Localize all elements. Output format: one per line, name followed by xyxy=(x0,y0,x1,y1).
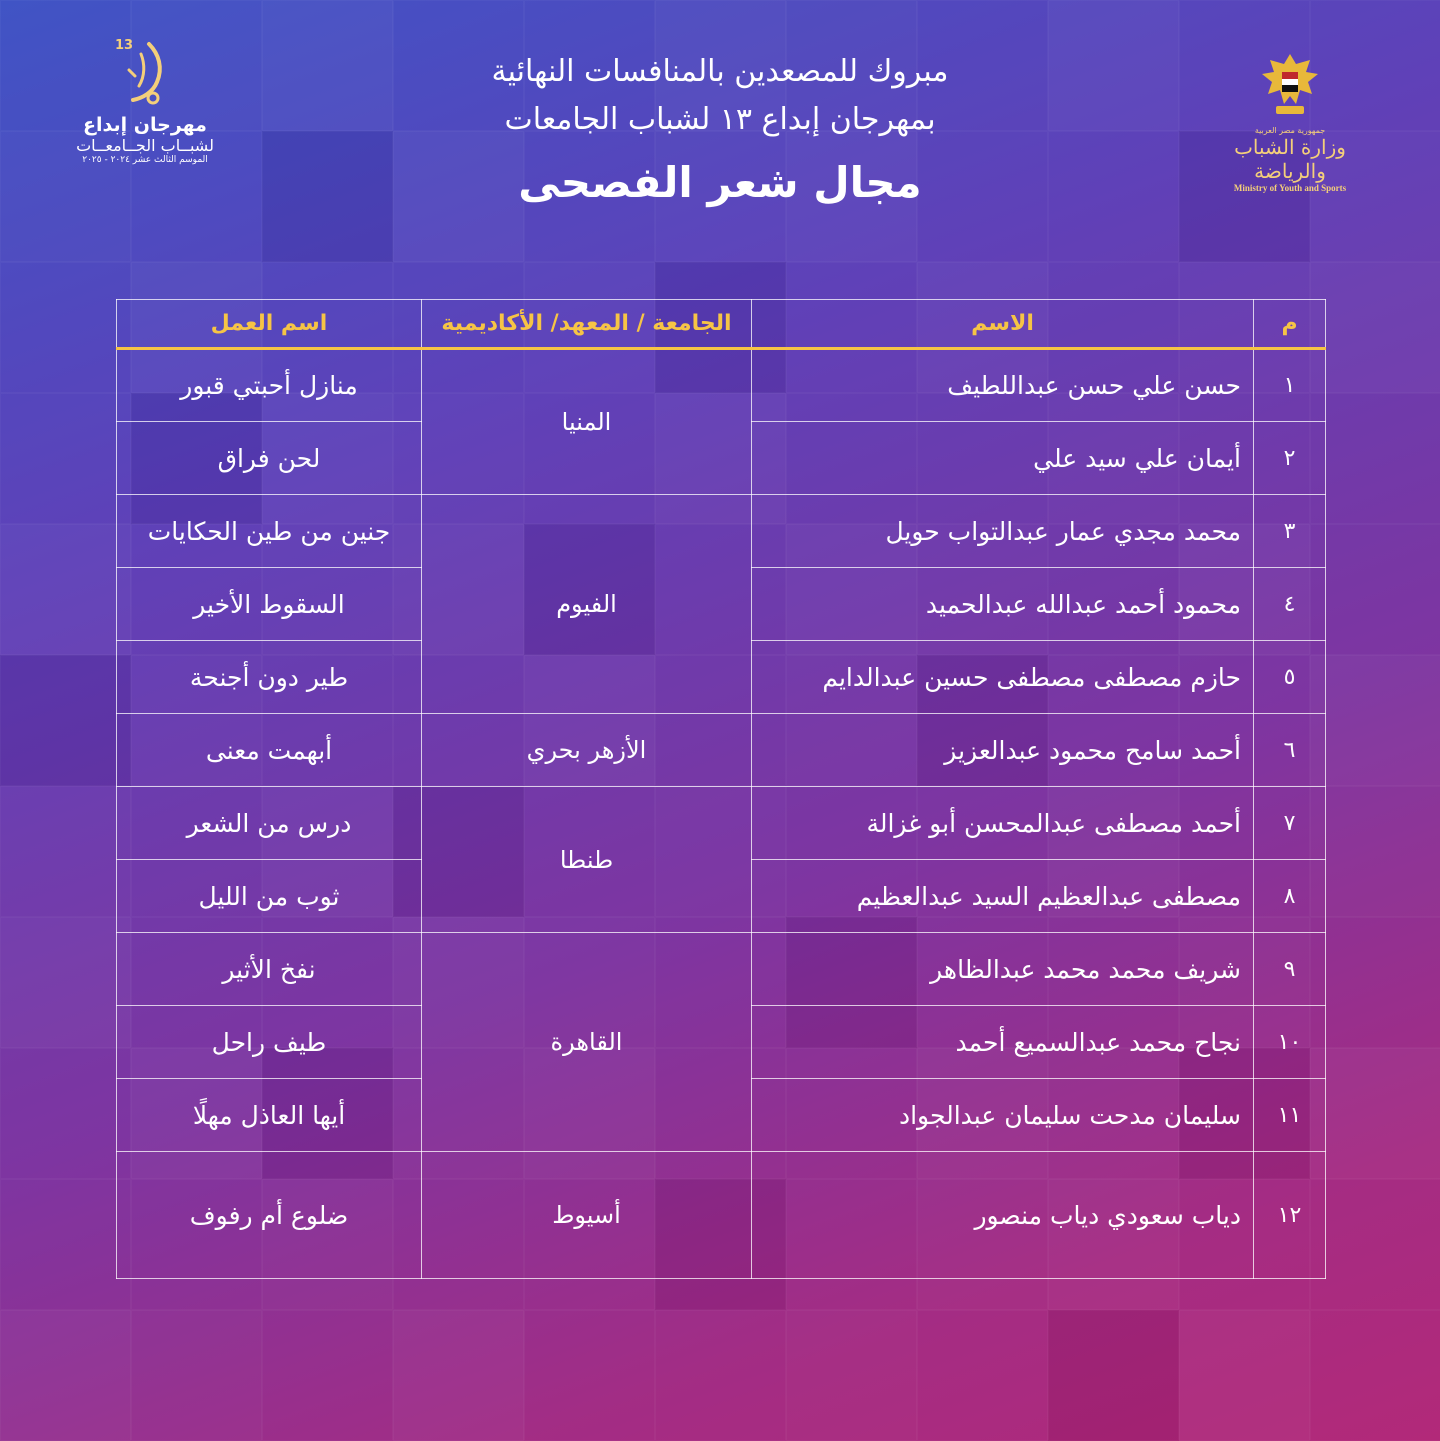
header-name: الاسم xyxy=(752,300,1254,349)
festival-line: بمهرجان إبداع ١٣ لشباب الجامعات xyxy=(504,102,936,137)
row-work: أيها العاذل مهلًا xyxy=(117,1079,422,1152)
row-university: أسيوط xyxy=(422,1152,752,1279)
row-university: المنيا xyxy=(422,349,752,495)
table-row xyxy=(117,714,1326,787)
row-work: طير دون أجنحة xyxy=(117,641,422,714)
row-num: ١٠ xyxy=(1254,1006,1326,1079)
row-name: مصطفى عبدالعظيم السيد عبدالعظيم xyxy=(752,860,1254,933)
row-num: ٤ xyxy=(1254,568,1326,641)
header-work: اسم العمل xyxy=(117,300,422,349)
ministry-logo xyxy=(1205,48,1375,193)
table-row xyxy=(117,933,1326,1006)
festival-subtitle: لشبــاب الجــامعــات xyxy=(76,136,214,155)
row-university: القاهرة xyxy=(422,933,752,1152)
row-name: أيمان علي سيد علي xyxy=(752,422,1254,495)
row-work: ثوب من الليل xyxy=(117,860,422,933)
row-num: ١ xyxy=(1254,349,1326,422)
row-work: درس من الشعر xyxy=(117,787,422,860)
row-work: جنين من طين الحكايات xyxy=(117,495,422,568)
row-num: ٢ xyxy=(1254,422,1326,495)
row-name: حسن علي حسن عبداللطيف xyxy=(752,349,1254,422)
row-work: ضلوع أم رفوف xyxy=(117,1152,422,1279)
row-name: أحمد سامح محمود عبدالعزيز xyxy=(752,714,1254,787)
row-university: الفيوم xyxy=(422,495,752,714)
qualifiers-table-wrap xyxy=(116,299,1325,1279)
row-name: محمود أحمد عبدالله عبدالحميد xyxy=(752,568,1254,641)
table-row xyxy=(117,787,1326,860)
row-work: منازل أحبتي قبور xyxy=(117,349,422,422)
row-num: ١١ xyxy=(1254,1079,1326,1152)
ministry-country: جمهورية مصر العربية xyxy=(1254,126,1326,135)
row-work: لحن فراق xyxy=(117,422,422,495)
row-work: نفخ الأثير xyxy=(117,933,422,1006)
qualifiers-table xyxy=(116,299,1326,1279)
festival-name: مهرجان إبداع xyxy=(83,114,207,136)
header-num: م xyxy=(1254,300,1326,349)
festival-emblem-icon xyxy=(115,38,171,110)
eagle-emblem-icon xyxy=(1250,48,1330,124)
row-num: ١٢ xyxy=(1254,1152,1326,1279)
festival-edition-number: 13 xyxy=(115,38,134,53)
header xyxy=(0,0,1440,260)
row-name: حازم مصطفى مصطفى حسين عبدالدايم xyxy=(752,641,1254,714)
row-work: السقوط الأخير xyxy=(117,568,422,641)
table-row xyxy=(117,495,1326,568)
ministry-name-ar: وزارة الشباب والرياضة xyxy=(1234,135,1346,183)
table-header-row xyxy=(117,300,1326,349)
header-university: الجامعة / المعهد/ الأكاديمية xyxy=(422,300,752,349)
row-name: نجاح محمد عبدالسميع أحمد xyxy=(752,1006,1254,1079)
row-university: الأزهر بحري xyxy=(422,714,752,787)
row-num: ٥ xyxy=(1254,641,1326,714)
row-name: محمد مجدي عمار عبدالتواب حويل xyxy=(752,495,1254,568)
row-name: سليمان مدحت سليمان عبدالجواد xyxy=(752,1079,1254,1152)
row-num: ٨ xyxy=(1254,860,1326,933)
title-block xyxy=(420,50,1020,216)
congrats-line: مبروك للمصعدين بالمنافسات النهائية xyxy=(491,54,949,89)
ministry-name-en: Ministry of Youth and Sports xyxy=(1233,183,1347,193)
festival-logo xyxy=(70,40,220,190)
row-name: شريف محمد محمد عبدالظاهر xyxy=(752,933,1254,1006)
row-university: طنطا xyxy=(422,787,752,933)
row-name: أحمد مصطفى عبدالمحسن أبو غزالة xyxy=(752,787,1254,860)
festival-season: الموسم الثالث عشر ٢٠٢٤ - ٢٠٢٥ xyxy=(82,155,208,165)
row-work: طيف راحل xyxy=(117,1006,422,1079)
row-num: ٩ xyxy=(1254,933,1326,1006)
page-title: مجال شعر الفصحى xyxy=(518,158,922,207)
row-name: دياب سعودي دياب منصور xyxy=(752,1152,1254,1279)
row-work: أبهمت معنى xyxy=(117,714,422,787)
row-num: ٣ xyxy=(1254,495,1326,568)
row-num: ٦ xyxy=(1254,714,1326,787)
row-num: ٧ xyxy=(1254,787,1326,860)
table-row xyxy=(117,1152,1326,1279)
table-row xyxy=(117,349,1326,422)
